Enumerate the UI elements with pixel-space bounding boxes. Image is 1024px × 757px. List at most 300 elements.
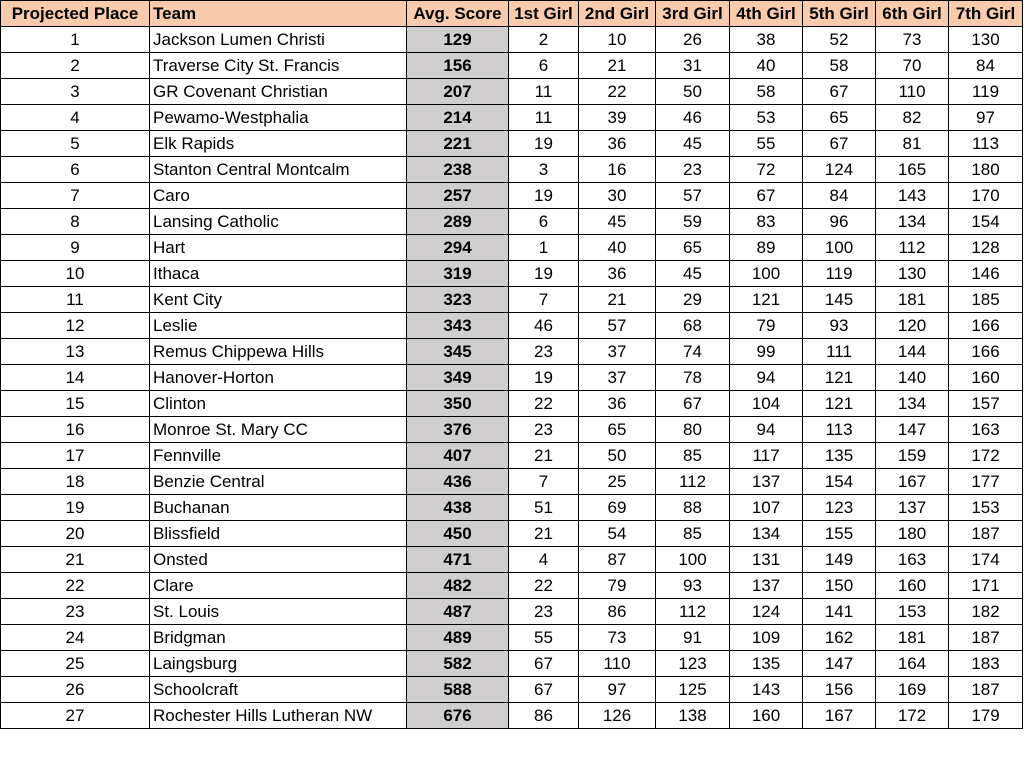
cell-place: 15 (1, 391, 150, 417)
cell-girl-7: 153 (949, 495, 1023, 521)
cell-avg-score: 319 (407, 261, 509, 287)
cell-girl-1: 67 (509, 651, 579, 677)
header-girl-1: 1st Girl (509, 1, 579, 27)
cell-girl-6: 181 (876, 287, 949, 313)
cell-avg-score: 438 (407, 495, 509, 521)
cell-avg-score: 221 (407, 131, 509, 157)
cell-girl-6: 110 (876, 79, 949, 105)
table-header (1, 1, 1023, 27)
cell-place: 13 (1, 339, 150, 365)
cell-girl-7: 172 (949, 443, 1023, 469)
cell-girl-1: 51 (509, 495, 579, 521)
cell-girl-2: 36 (579, 391, 656, 417)
cell-avg-score: 257 (407, 183, 509, 209)
cell-girl-5: 67 (803, 131, 876, 157)
cell-girl-6: 130 (876, 261, 949, 287)
cell-girl-3: 78 (656, 365, 730, 391)
table-row (1, 417, 1023, 443)
cell-girl-4: 137 (730, 573, 803, 599)
cell-girl-1: 11 (509, 79, 579, 105)
cell-avg-score: 582 (407, 651, 509, 677)
cell-girl-1: 23 (509, 417, 579, 443)
cell-team: Kent City (150, 287, 407, 313)
cell-girl-5: 119 (803, 261, 876, 287)
table-row (1, 677, 1023, 703)
cell-team: Blissfield (150, 521, 407, 547)
cell-girl-5: 145 (803, 287, 876, 313)
cell-place: 18 (1, 469, 150, 495)
cell-girl-3: 112 (656, 599, 730, 625)
cell-place: 26 (1, 677, 150, 703)
cell-girl-5: 154 (803, 469, 876, 495)
cell-place: 12 (1, 313, 150, 339)
cell-girl-1: 19 (509, 131, 579, 157)
cell-girl-4: 104 (730, 391, 803, 417)
header-girl-2: 2nd Girl (579, 1, 656, 27)
cell-avg-score: 450 (407, 521, 509, 547)
cell-girl-6: 144 (876, 339, 949, 365)
cell-girl-1: 4 (509, 547, 579, 573)
cell-girl-4: 100 (730, 261, 803, 287)
cell-team: Ithaca (150, 261, 407, 287)
cell-girl-6: 82 (876, 105, 949, 131)
cell-girl-5: 121 (803, 365, 876, 391)
table-row (1, 495, 1023, 521)
table-body (1, 27, 1023, 729)
cell-girl-6: 112 (876, 235, 949, 261)
cell-girl-5: 150 (803, 573, 876, 599)
cell-place: 27 (1, 703, 150, 729)
cell-place: 20 (1, 521, 150, 547)
cell-girl-2: 45 (579, 209, 656, 235)
cell-girl-1: 3 (509, 157, 579, 183)
cell-girl-4: 94 (730, 417, 803, 443)
cell-girl-2: 10 (579, 27, 656, 53)
cell-girl-6: 134 (876, 391, 949, 417)
cell-girl-2: 50 (579, 443, 656, 469)
cell-girl-7: 130 (949, 27, 1023, 53)
cell-girl-2: 21 (579, 287, 656, 313)
cell-girl-6: 164 (876, 651, 949, 677)
cell-girl-7: 171 (949, 573, 1023, 599)
cell-girl-4: 117 (730, 443, 803, 469)
cell-place: 19 (1, 495, 150, 521)
cell-team: Monroe St. Mary CC (150, 417, 407, 443)
cell-girl-7: 157 (949, 391, 1023, 417)
cell-girl-1: 7 (509, 287, 579, 313)
cell-girl-3: 59 (656, 209, 730, 235)
cell-team: Remus Chippewa Hills (150, 339, 407, 365)
cell-place: 6 (1, 157, 150, 183)
header-team: Team (150, 1, 407, 27)
cell-girl-7: 185 (949, 287, 1023, 313)
cell-girl-5: 162 (803, 625, 876, 651)
cell-girl-5: 52 (803, 27, 876, 53)
cell-place: 5 (1, 131, 150, 157)
cell-girl-2: 30 (579, 183, 656, 209)
cell-girl-3: 29 (656, 287, 730, 313)
cell-girl-1: 2 (509, 27, 579, 53)
cell-girl-4: 58 (730, 79, 803, 105)
cell-girl-1: 23 (509, 599, 579, 625)
cell-girl-1: 6 (509, 209, 579, 235)
cell-avg-score: 214 (407, 105, 509, 131)
cell-girl-1: 1 (509, 235, 579, 261)
cell-girl-6: 163 (876, 547, 949, 573)
cell-girl-3: 123 (656, 651, 730, 677)
cell-girl-5: 121 (803, 391, 876, 417)
cell-girl-7: 128 (949, 235, 1023, 261)
cell-girl-5: 84 (803, 183, 876, 209)
cell-avg-score: 156 (407, 53, 509, 79)
table-row (1, 573, 1023, 599)
cell-girl-1: 21 (509, 521, 579, 547)
cell-team: Leslie (150, 313, 407, 339)
cell-girl-3: 46 (656, 105, 730, 131)
cell-girl-1: 19 (509, 183, 579, 209)
cell-girl-6: 167 (876, 469, 949, 495)
cell-girl-4: 67 (730, 183, 803, 209)
cell-girl-4: 94 (730, 365, 803, 391)
table-row (1, 235, 1023, 261)
cell-team: GR Covenant Christian (150, 79, 407, 105)
cell-girl-3: 74 (656, 339, 730, 365)
cell-girl-5: 93 (803, 313, 876, 339)
cell-girl-2: 21 (579, 53, 656, 79)
cell-team: Clare (150, 573, 407, 599)
cell-girl-3: 23 (656, 157, 730, 183)
cell-girl-5: 113 (803, 417, 876, 443)
cell-girl-5: 135 (803, 443, 876, 469)
cell-girl-1: 23 (509, 339, 579, 365)
cell-girl-1: 22 (509, 391, 579, 417)
cell-girl-5: 141 (803, 599, 876, 625)
cell-place: 7 (1, 183, 150, 209)
table-row (1, 651, 1023, 677)
cell-girl-3: 50 (656, 79, 730, 105)
table-row (1, 443, 1023, 469)
cell-avg-score: 482 (407, 573, 509, 599)
cell-girl-2: 69 (579, 495, 656, 521)
header-row (1, 1, 1023, 27)
cell-girl-6: 160 (876, 573, 949, 599)
cell-avg-score: 471 (407, 547, 509, 573)
cell-girl-5: 147 (803, 651, 876, 677)
cell-girl-3: 65 (656, 235, 730, 261)
header-girl-7: 7th Girl (949, 1, 1023, 27)
cell-place: 17 (1, 443, 150, 469)
cell-girl-2: 22 (579, 79, 656, 105)
cell-girl-7: 166 (949, 313, 1023, 339)
table-row (1, 53, 1023, 79)
cell-team: Laingsburg (150, 651, 407, 677)
cell-girl-2: 79 (579, 573, 656, 599)
cell-girl-3: 91 (656, 625, 730, 651)
cell-girl-1: 11 (509, 105, 579, 131)
cell-team: Pewamo-Westphalia (150, 105, 407, 131)
cell-girl-7: 154 (949, 209, 1023, 235)
cell-girl-6: 81 (876, 131, 949, 157)
cell-girl-4: 99 (730, 339, 803, 365)
cell-girl-3: 68 (656, 313, 730, 339)
cell-girl-5: 123 (803, 495, 876, 521)
cell-girl-7: 177 (949, 469, 1023, 495)
cell-girl-6: 147 (876, 417, 949, 443)
cell-girl-4: 40 (730, 53, 803, 79)
cell-girl-6: 165 (876, 157, 949, 183)
cell-girl-1: 19 (509, 261, 579, 287)
table-row (1, 261, 1023, 287)
cell-girl-7: 84 (949, 53, 1023, 79)
cell-girl-4: 79 (730, 313, 803, 339)
cell-team: St. Louis (150, 599, 407, 625)
cell-girl-7: 119 (949, 79, 1023, 105)
cell-place: 4 (1, 105, 150, 131)
table-row (1, 287, 1023, 313)
cell-girl-3: 31 (656, 53, 730, 79)
cell-girl-2: 16 (579, 157, 656, 183)
cell-avg-score: 345 (407, 339, 509, 365)
cell-girl-3: 26 (656, 27, 730, 53)
table-row (1, 209, 1023, 235)
cell-team: Jackson Lumen Christi (150, 27, 407, 53)
cell-place: 11 (1, 287, 150, 313)
cell-place: 3 (1, 79, 150, 105)
table-row (1, 105, 1023, 131)
cell-girl-3: 85 (656, 521, 730, 547)
cell-girl-5: 58 (803, 53, 876, 79)
table-row (1, 27, 1023, 53)
cell-girl-1: 22 (509, 573, 579, 599)
cell-girl-4: 137 (730, 469, 803, 495)
cell-avg-score: 489 (407, 625, 509, 651)
cell-girl-3: 85 (656, 443, 730, 469)
cell-avg-score: 207 (407, 79, 509, 105)
cell-team: Hanover-Horton (150, 365, 407, 391)
cell-girl-2: 37 (579, 339, 656, 365)
table-row (1, 547, 1023, 573)
cell-girl-2: 54 (579, 521, 656, 547)
cell-girl-6: 169 (876, 677, 949, 703)
cell-girl-6: 134 (876, 209, 949, 235)
cell-girl-7: 183 (949, 651, 1023, 677)
cell-avg-score: 676 (407, 703, 509, 729)
header-girl-5: 5th Girl (803, 1, 876, 27)
header-girl-6: 6th Girl (876, 1, 949, 27)
cell-place: 25 (1, 651, 150, 677)
table-row (1, 365, 1023, 391)
table-row (1, 521, 1023, 547)
cell-place: 1 (1, 27, 150, 53)
cell-girl-4: 121 (730, 287, 803, 313)
cell-place: 10 (1, 261, 150, 287)
table-row (1, 79, 1023, 105)
table-row (1, 131, 1023, 157)
cell-girl-4: 124 (730, 599, 803, 625)
cell-girl-1: 55 (509, 625, 579, 651)
table-row (1, 625, 1023, 651)
cell-girl-5: 156 (803, 677, 876, 703)
cell-girl-2: 86 (579, 599, 656, 625)
cell-girl-3: 80 (656, 417, 730, 443)
table-row (1, 391, 1023, 417)
cell-girl-1: 6 (509, 53, 579, 79)
cell-girl-2: 73 (579, 625, 656, 651)
cell-girl-4: 38 (730, 27, 803, 53)
cell-girl-3: 138 (656, 703, 730, 729)
cell-girl-7: 174 (949, 547, 1023, 573)
cell-girl-3: 100 (656, 547, 730, 573)
cell-avg-score: 238 (407, 157, 509, 183)
cell-girl-2: 40 (579, 235, 656, 261)
cell-girl-4: 134 (730, 521, 803, 547)
cell-girl-4: 55 (730, 131, 803, 157)
cell-place: 24 (1, 625, 150, 651)
cell-avg-score: 588 (407, 677, 509, 703)
cell-avg-score: 350 (407, 391, 509, 417)
cell-avg-score: 487 (407, 599, 509, 625)
cell-girl-7: 170 (949, 183, 1023, 209)
cell-girl-3: 125 (656, 677, 730, 703)
cell-girl-5: 167 (803, 703, 876, 729)
cell-place: 23 (1, 599, 150, 625)
cell-place: 8 (1, 209, 150, 235)
table-row (1, 183, 1023, 209)
cell-team: Stanton Central Montcalm (150, 157, 407, 183)
cell-place: 2 (1, 53, 150, 79)
cell-girl-6: 172 (876, 703, 949, 729)
cell-girl-2: 87 (579, 547, 656, 573)
cell-girl-6: 143 (876, 183, 949, 209)
header-girl-3: 3rd Girl (656, 1, 730, 27)
cell-girl-4: 143 (730, 677, 803, 703)
cell-place: 9 (1, 235, 150, 261)
header-girl-4: 4th Girl (730, 1, 803, 27)
table-row (1, 339, 1023, 365)
cell-girl-7: 187 (949, 625, 1023, 651)
cell-girl-2: 36 (579, 261, 656, 287)
cell-girl-4: 89 (730, 235, 803, 261)
table-row (1, 599, 1023, 625)
cell-girl-7: 113 (949, 131, 1023, 157)
header-place: Projected Place (1, 1, 150, 27)
cell-avg-score: 294 (407, 235, 509, 261)
cell-avg-score: 349 (407, 365, 509, 391)
cell-girl-2: 57 (579, 313, 656, 339)
cell-girl-2: 126 (579, 703, 656, 729)
cell-girl-2: 110 (579, 651, 656, 677)
cell-girl-5: 100 (803, 235, 876, 261)
cell-girl-6: 73 (876, 27, 949, 53)
cell-place: 14 (1, 365, 150, 391)
cell-girl-7: 163 (949, 417, 1023, 443)
cell-girl-1: 46 (509, 313, 579, 339)
cell-team: Fennville (150, 443, 407, 469)
cell-girl-5: 124 (803, 157, 876, 183)
cell-girl-1: 21 (509, 443, 579, 469)
cell-girl-3: 112 (656, 469, 730, 495)
cell-girl-7: 97 (949, 105, 1023, 131)
cell-girl-7: 179 (949, 703, 1023, 729)
cell-girl-3: 45 (656, 261, 730, 287)
cell-girl-5: 96 (803, 209, 876, 235)
cell-girl-5: 149 (803, 547, 876, 573)
cell-girl-6: 137 (876, 495, 949, 521)
cell-team: Hart (150, 235, 407, 261)
cell-girl-4: 135 (730, 651, 803, 677)
cell-team: Bridgman (150, 625, 407, 651)
cell-avg-score: 129 (407, 27, 509, 53)
cell-girl-7: 160 (949, 365, 1023, 391)
cell-avg-score: 289 (407, 209, 509, 235)
table-row (1, 313, 1023, 339)
cell-girl-6: 153 (876, 599, 949, 625)
cell-girl-1: 19 (509, 365, 579, 391)
cell-girl-4: 131 (730, 547, 803, 573)
cell-avg-score: 407 (407, 443, 509, 469)
cell-girl-4: 109 (730, 625, 803, 651)
cell-girl-7: 166 (949, 339, 1023, 365)
cell-team: Elk Rapids (150, 131, 407, 157)
cell-girl-4: 72 (730, 157, 803, 183)
cell-girl-6: 70 (876, 53, 949, 79)
cell-girl-3: 88 (656, 495, 730, 521)
cell-girl-2: 25 (579, 469, 656, 495)
cell-team: Rochester Hills Lutheran NW (150, 703, 407, 729)
cell-place: 16 (1, 417, 150, 443)
cell-girl-1: 7 (509, 469, 579, 495)
cell-team: Schoolcraft (150, 677, 407, 703)
cell-girl-2: 36 (579, 131, 656, 157)
cell-girl-4: 160 (730, 703, 803, 729)
cell-avg-score: 376 (407, 417, 509, 443)
cell-place: 22 (1, 573, 150, 599)
table-row (1, 469, 1023, 495)
cell-girl-6: 159 (876, 443, 949, 469)
cell-avg-score: 343 (407, 313, 509, 339)
cell-girl-6: 120 (876, 313, 949, 339)
table-row (1, 703, 1023, 729)
cell-team: Traverse City St. Francis (150, 53, 407, 79)
cell-girl-1: 86 (509, 703, 579, 729)
cell-girl-4: 107 (730, 495, 803, 521)
cell-girl-3: 93 (656, 573, 730, 599)
cell-place: 21 (1, 547, 150, 573)
cell-team: Onsted (150, 547, 407, 573)
cell-girl-2: 65 (579, 417, 656, 443)
cell-team: Buchanan (150, 495, 407, 521)
cell-girl-7: 187 (949, 521, 1023, 547)
cell-girl-7: 180 (949, 157, 1023, 183)
cell-avg-score: 323 (407, 287, 509, 313)
cell-avg-score: 436 (407, 469, 509, 495)
cell-girl-5: 111 (803, 339, 876, 365)
cell-girl-3: 67 (656, 391, 730, 417)
cell-girl-4: 53 (730, 105, 803, 131)
cell-girl-6: 140 (876, 365, 949, 391)
cell-girl-6: 181 (876, 625, 949, 651)
cell-girl-2: 97 (579, 677, 656, 703)
cell-girl-5: 67 (803, 79, 876, 105)
cell-girl-2: 39 (579, 105, 656, 131)
table-row (1, 157, 1023, 183)
cell-girl-4: 83 (730, 209, 803, 235)
cell-girl-3: 57 (656, 183, 730, 209)
cell-girl-7: 182 (949, 599, 1023, 625)
cell-team: Caro (150, 183, 407, 209)
cell-team: Benzie Central (150, 469, 407, 495)
cell-team: Clinton (150, 391, 407, 417)
